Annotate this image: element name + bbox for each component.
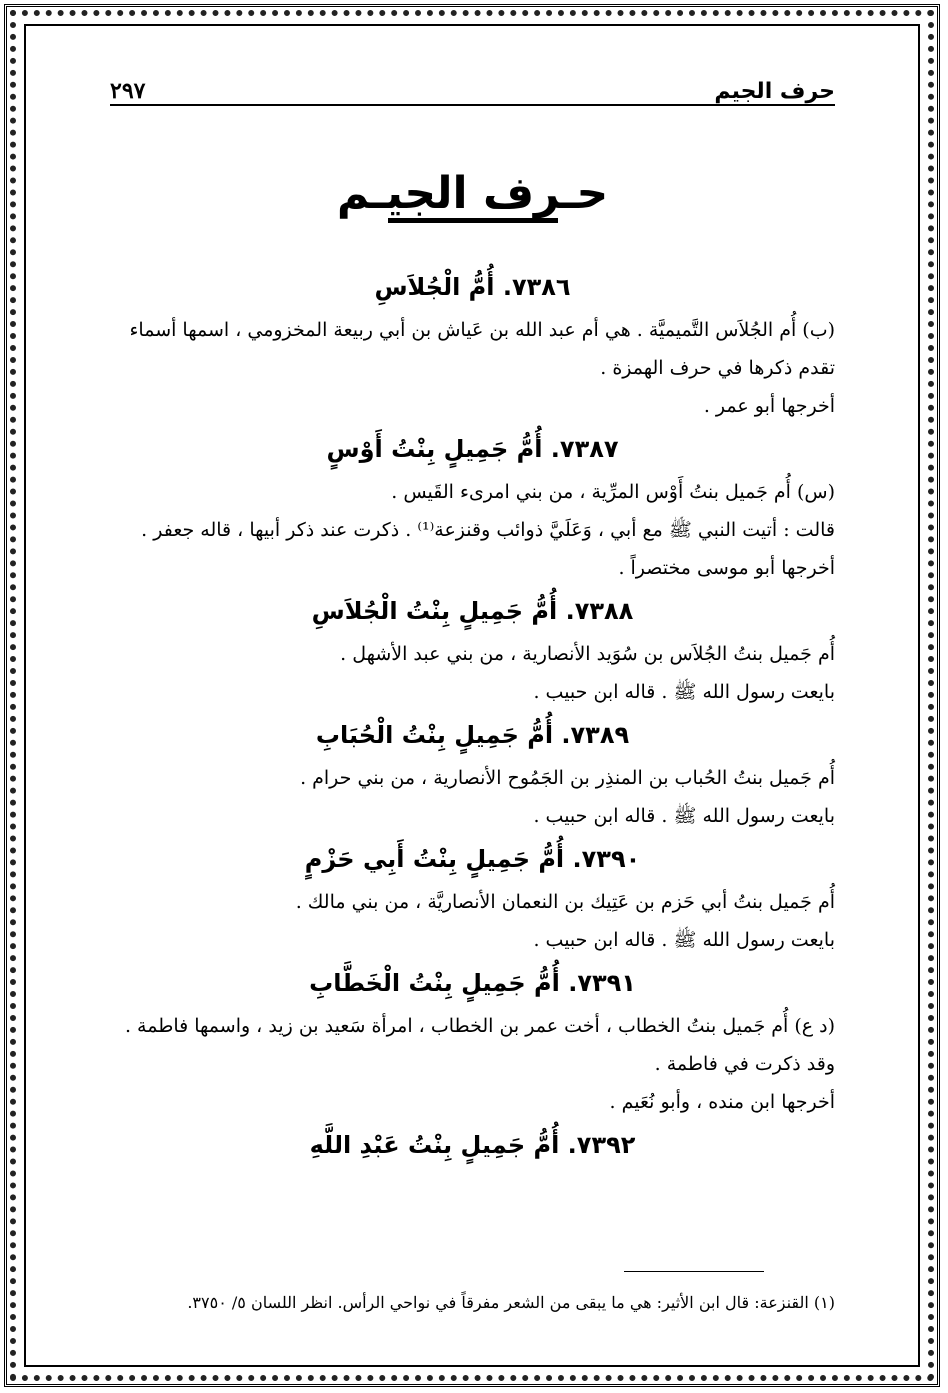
entry-paragraph: بايعت رسول الله ﷺ . قاله ابن حبيب . — [533, 805, 835, 827]
footnote: (١) القنزعة: قال ابن الأثير: هي ما يبقى من الشعر مفرقاً في نواحي الرأس. انظر اللسان ٥/ ٣٧٥٠. — [187, 1293, 835, 1312]
entry — [110, 963, 835, 1121]
entries-list — [110, 267, 835, 1165]
entry-paragraph: (د ع) أُم جَميل بنتُ الخطاب ، أخت عمر بن الخطاب ، امرأة سَعيد بن زيد ، واسمها فاطمة . وقد ذكرت في فاطمة . — [124, 1015, 835, 1075]
entry-paragraph: بايعت رسول الله ﷺ . قاله ابن حبيب . — [533, 681, 835, 703]
running-header — [110, 60, 835, 106]
entry-heading: ٧٣٨٨. أُمُّ جَمِيلٍ بِنْتُ الْجُلاَسِ — [311, 597, 634, 625]
entry — [110, 429, 835, 587]
entry-heading: ٧٣٩١. أُمُّ جَمِيلٍ بِنْتُ الْخَطَّابِ — [309, 969, 636, 997]
entry-heading: ٧٣٨٩. أُمُّ جَمِيلٍ بِنْتُ الْحُبَابِ — [315, 721, 630, 749]
entry-paragraph: أُم جَميل بنتُ الجُلاَس بن سُوَيد الأنصارية ، من بني عبد الأشهل . — [340, 643, 835, 665]
entry-paragraph: أخرجها أبو موسى مختصراً . — [618, 557, 835, 579]
entry-paragraph: بايعت رسول الله ﷺ . قاله ابن حبيب . — [533, 929, 835, 951]
entry-heading: ٧٣٨٦. أُمُّ الْجُلاَسِ — [374, 273, 571, 301]
chapter-title-text: حـرف الجيـم — [336, 168, 609, 219]
footnote-separator — [624, 1271, 764, 1272]
entry — [110, 591, 835, 711]
page-number: ٢٩٧ — [110, 78, 146, 104]
entry-paragraph: أُم جَميل بنتُ أبي حَزم بن عَتِيك بن النعمان الأنصاريَّة ، من بني مالك . — [295, 891, 835, 913]
running-title: حرف الجيم — [714, 79, 835, 104]
entry — [110, 267, 835, 425]
entry-paragraph: (ب) أُم الجُلاَس التَّميميَّة . هي أم عبد الله بن عَياش بن أبي ربيعة المخزومي ، اسمها أسماء تقدم ذكرها في حرف الهمزة . — [129, 319, 835, 379]
chapter-title — [110, 164, 835, 223]
entry-paragraph: (س) أُم جَميل بنتُ أَوْس المرِّية ، من بني امرىء القَيس . — [391, 481, 835, 503]
entry-heading: ٧٣٩٠. أُمُّ جَمِيلٍ بِنْتُ أَبِي حَزْمٍ — [304, 845, 641, 873]
entry-heading: ٧٣٩٢. أُمُّ جَمِيلٍ بِنْتُ عَبْدِ اللَّهِ — [309, 1131, 636, 1159]
entry-paragraph: قالت : أتيت النبي ﷺ مع أبي ، وَعَلَيَّ ذوائب وقنزعة⁽¹⁾ . ذكرت عند ذكر أبيها ، قاله جعفر . — [141, 519, 835, 541]
page-content — [110, 60, 835, 1169]
entry — [110, 1125, 835, 1165]
entry — [110, 839, 835, 959]
entry-paragraph: أخرجها أبو عمر . — [703, 395, 835, 417]
entry-paragraph: أخرجها ابن منده ، وأبو نُعَيم . — [609, 1091, 835, 1113]
entry — [110, 715, 835, 835]
entry-heading: ٧٣٨٧. أُمُّ جَمِيلٍ بِنْتُ أَوْسٍ — [326, 435, 619, 463]
entry-paragraph: أُم جَميل بنتُ الحُباب بن المنذِر بن الجَمُوح الأنصارية ، من بني حرام . — [300, 767, 835, 789]
